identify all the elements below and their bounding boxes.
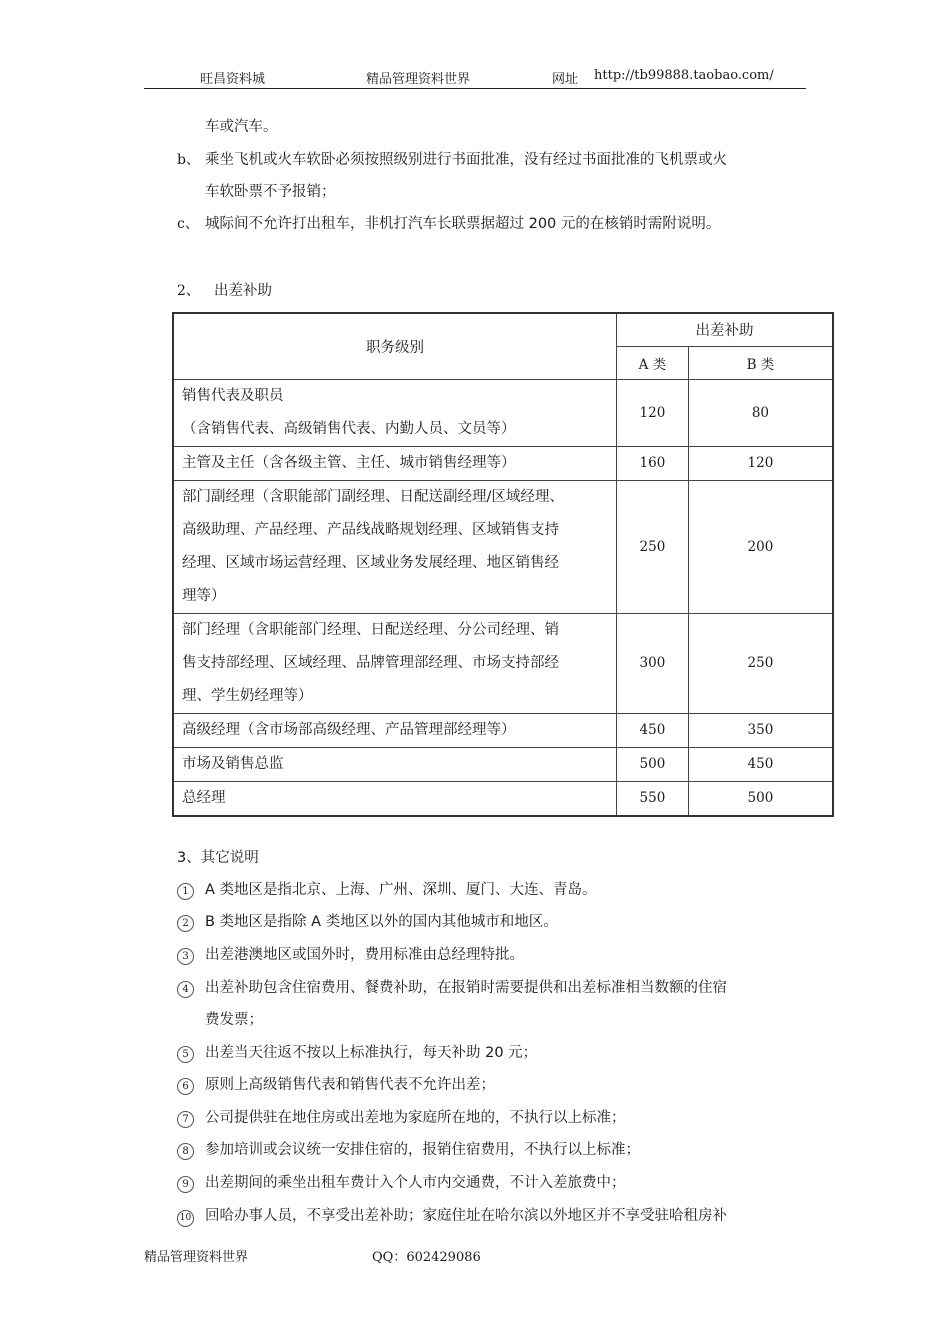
table-row [173, 446, 833, 480]
circled-number: 6 [177, 1078, 194, 1095]
notes-title: 3、其它说明 [177, 850, 259, 866]
page-header [144, 66, 806, 88]
level-line: 部门副经理（含职能部门副经理、日配送副经理/区域经理、 [182, 488, 564, 505]
transport-continuation: 车或汽车。 [205, 119, 278, 135]
level-line: 主管及主任（含各级主管、主任、城市销售经理等） [182, 454, 516, 471]
url-label: 网址 [552, 72, 579, 87]
value-b: 200 [688, 480, 833, 613]
note-line: 费发票； [205, 1012, 263, 1028]
transport-item-marker: b、 [177, 152, 200, 168]
table-row [173, 747, 833, 781]
level-cell [173, 480, 616, 613]
value-a: 300 [616, 613, 688, 713]
header-level: 职务级别 [173, 313, 616, 379]
note-marker [177, 912, 194, 932]
note-marker [177, 1043, 194, 1063]
value-b: 120 [688, 446, 833, 480]
circled-number: 4 [177, 981, 194, 998]
circled-number: 10 [177, 1210, 194, 1227]
note-line: 原则上高级销售代表和销售代表不允许出差； [205, 1077, 495, 1093]
circled-number: 8 [177, 1143, 194, 1160]
value-a: 450 [616, 713, 688, 747]
note-line: 回哈办事人员，不享受出差补助；家庭住址在哈尔滨以外地区并不享受驻哈租房补 [205, 1208, 727, 1224]
level-line: 总经理 [182, 789, 226, 806]
note-line: A 类地区是指北京、上海、广州、深圳、厦门、大连、青岛。 [205, 882, 597, 898]
circled-number: 1 [177, 883, 194, 900]
table-row [173, 480, 833, 613]
level-cell [173, 379, 616, 446]
section-title: 出差补助 [214, 283, 272, 299]
value-b: 250 [688, 613, 833, 713]
value-a: 550 [616, 781, 688, 816]
level-line: 经理、区域市场运营经理、区域业务发展经理、地区销售经 [182, 554, 559, 571]
section-number: 2、 [177, 283, 200, 299]
level-line: 理等） [182, 587, 226, 604]
note-marker [177, 880, 194, 900]
site-name: 旺昌资料城 [200, 72, 266, 87]
level-line: 销售代表及职员 [182, 387, 284, 404]
level-line: 部门经理（含职能部门经理、日配送经理、分公司经理、销 [182, 621, 559, 638]
note-line: 公司提供驻在地住房或出差地为家庭所在地的，不执行以上标准； [205, 1110, 626, 1126]
value-b: 350 [688, 713, 833, 747]
note-marker [177, 945, 194, 965]
note-line: 出差期间的乘坐出租车费计入个人市内交通费，不计入差旅费中； [205, 1175, 626, 1191]
table-row [173, 379, 833, 446]
circled-number: 5 [177, 1046, 194, 1063]
circled-number: 7 [177, 1111, 194, 1128]
transport-item-line: 城际间不允许打出租车，非机打汽车长联票据超过 200 元的在核销时需附说明。 [205, 216, 721, 232]
value-a: 250 [616, 480, 688, 613]
level-line: （含销售代表、高级销售代表、内勤人员、文员等） [182, 420, 516, 437]
table-row [173, 713, 833, 747]
note-line: 出差当天往返不按以上标准执行，每天补助 20 元； [205, 1045, 538, 1061]
footer-qq: QQ：602429086 [372, 1250, 481, 1265]
level-line: 市场及销售总监 [182, 755, 284, 772]
note-marker [177, 1140, 194, 1160]
level-cell [173, 613, 616, 713]
value-b: 450 [688, 747, 833, 781]
transport-item-line: 乘坐飞机或火车软卧必须按照级别进行书面批准，没有经过书面批准的飞机票或火 [205, 152, 727, 168]
note-line: 出差补助包含住宿费用、餐费补助，在报销时需要提供和出差标准相当数额的住宿 [205, 980, 727, 996]
note-marker [177, 1075, 194, 1095]
note-marker [177, 1206, 194, 1227]
footer-left: 精品管理资料世界 [144, 1250, 249, 1265]
note-line: 参加培训或会议统一安排住宿的，报销住宿费用，不执行以上标准； [205, 1142, 640, 1158]
level-cell [173, 781, 616, 816]
level-cell [173, 446, 616, 480]
site-slogan: 精品管理资料世界 [366, 72, 471, 87]
level-line: 高级经理（含市场部高级经理、产品管理部经理等） [182, 721, 516, 738]
table-row [173, 781, 833, 816]
circled-number: 3 [177, 948, 194, 965]
allowance-table [172, 312, 834, 817]
value-b: 80 [688, 379, 833, 446]
value-a: 160 [616, 446, 688, 480]
level-line: 高级助理、产品经理、产品线战略规划经理、区域销售支持 [182, 521, 559, 538]
transport-item-line: 车软卧票不予报销； [205, 184, 336, 200]
header-class-b: B 类 [688, 346, 833, 379]
header-class-a: A 类 [616, 346, 688, 379]
value-a: 120 [616, 379, 688, 446]
url-link[interactable]: http://tb99888.taobao.com/ [594, 68, 774, 83]
note-marker [177, 978, 194, 998]
note-line: 出差港澳地区或国外时，费用标准由总经理特批。 [205, 947, 524, 963]
header-allowance: 出差补助 [616, 313, 833, 346]
note-marker [177, 1173, 194, 1193]
transport-item-marker: c、 [177, 216, 199, 232]
circled-number: 9 [177, 1176, 194, 1193]
level-line: 售支持部经理、区域经理、品牌管理部经理、市场支持部经 [182, 654, 559, 671]
level-cell [173, 713, 616, 747]
level-line: 理、学生奶经理等） [182, 687, 313, 704]
value-b: 500 [688, 781, 833, 816]
table-row [173, 613, 833, 713]
header-divider [144, 88, 806, 89]
note-line: B 类地区是指除 A 类地区以外的国内其他城市和地区。 [205, 914, 558, 930]
level-cell [173, 747, 616, 781]
circled-number: 2 [177, 915, 194, 932]
note-marker [177, 1108, 194, 1128]
value-a: 500 [616, 747, 688, 781]
